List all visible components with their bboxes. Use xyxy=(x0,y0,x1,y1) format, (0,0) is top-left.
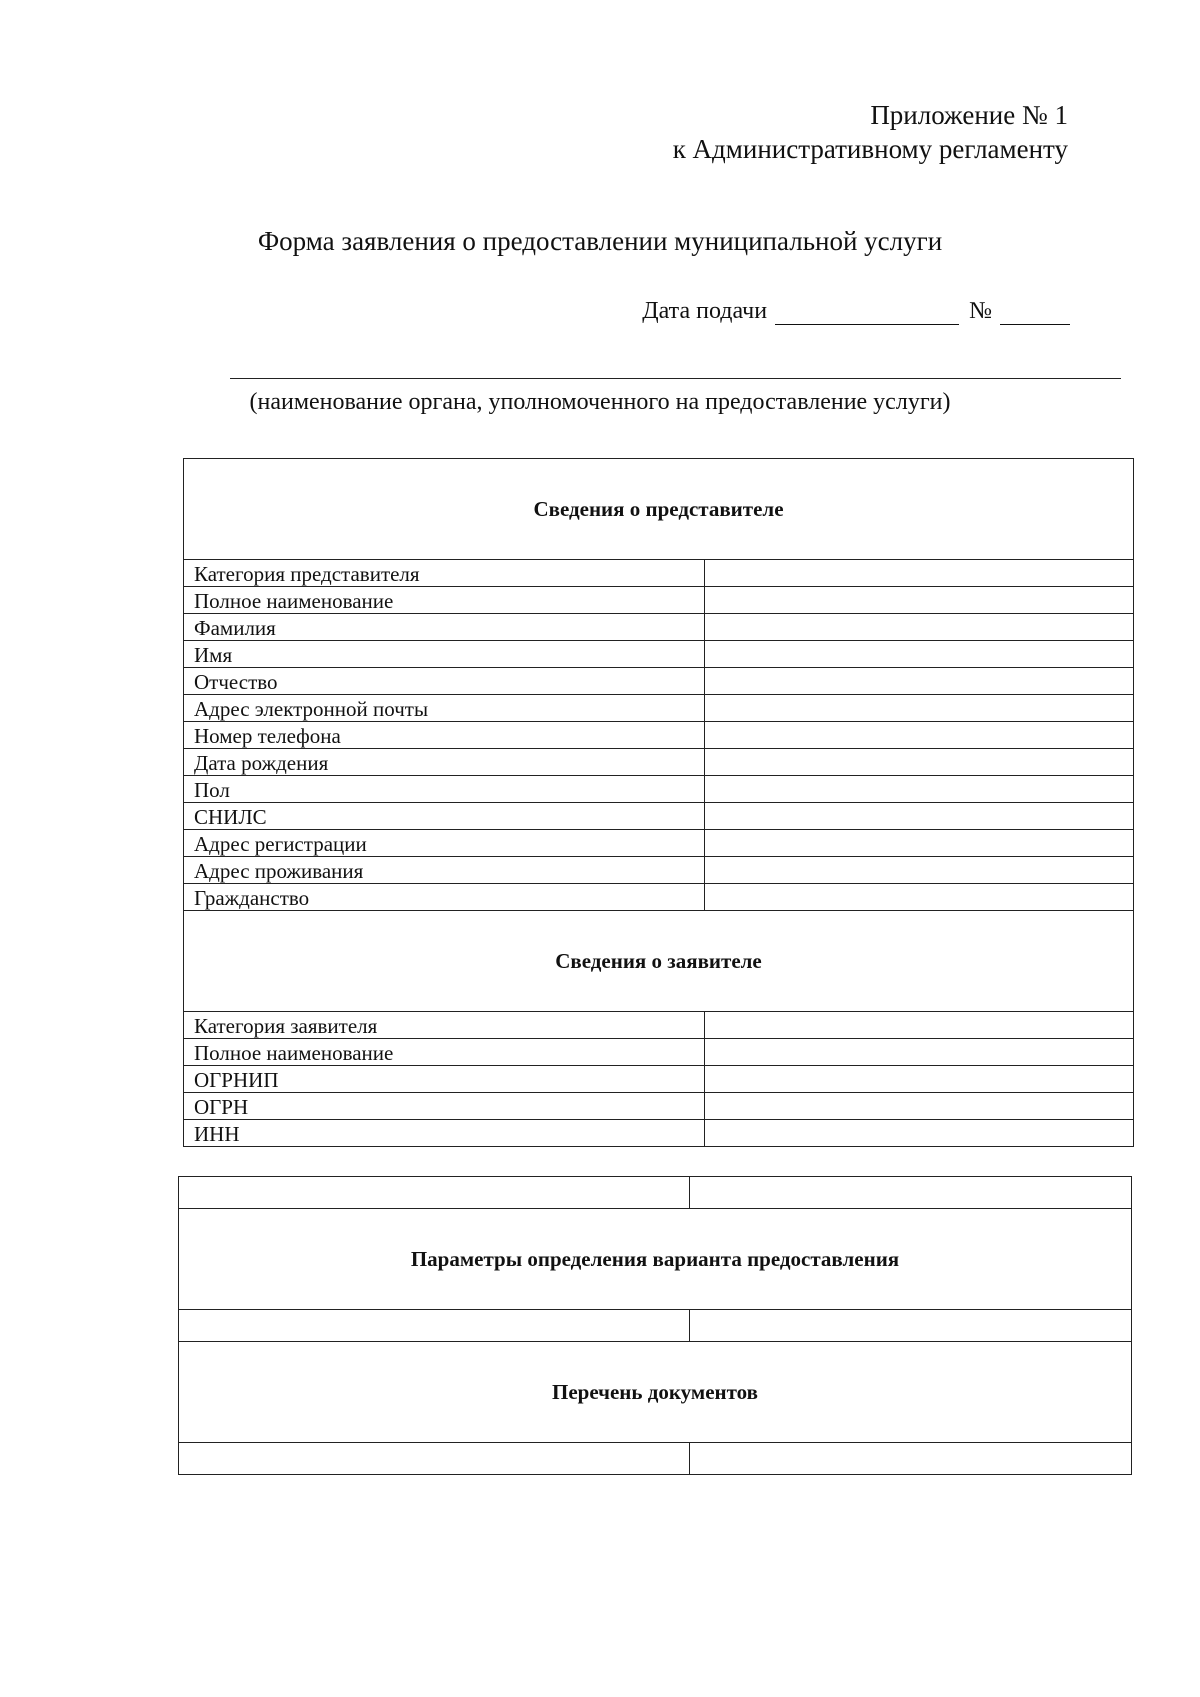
table-row xyxy=(184,722,1134,749)
table-row xyxy=(184,830,1134,857)
submission-block xyxy=(642,298,1070,325)
applicant-field-value[interactable] xyxy=(705,1039,1134,1066)
table-row xyxy=(184,1066,1134,1093)
representative-field-label: Адрес электронной почты xyxy=(184,695,705,722)
representative-field-label: Категория представителя xyxy=(184,560,705,587)
authority-name-field[interactable] xyxy=(230,378,1121,379)
parameters-documents-table xyxy=(178,1176,1132,1475)
table-row xyxy=(184,1120,1134,1147)
parameters-cell-left[interactable] xyxy=(179,1310,690,1342)
representative-field-value[interactable] xyxy=(705,641,1134,668)
table-row xyxy=(184,695,1134,722)
documents-cell-left[interactable] xyxy=(179,1443,690,1475)
applicant-field-value[interactable] xyxy=(705,1093,1134,1120)
submission-number-field[interactable] xyxy=(1000,302,1070,325)
parameters-cell-right[interactable] xyxy=(690,1310,1132,1342)
representative-field-value[interactable] xyxy=(705,776,1134,803)
table-row xyxy=(184,803,1134,830)
applicant-field-label: ОГРН xyxy=(184,1093,705,1120)
representative-field-value[interactable] xyxy=(705,587,1134,614)
applicant-field-label: ИНН xyxy=(184,1120,705,1147)
applicant-field-label: Категория заявителя xyxy=(184,1012,705,1039)
representative-field-label: Дата рождения xyxy=(184,749,705,776)
representative-field-label: СНИЛС xyxy=(184,803,705,830)
applicant-heading: Сведения о заявителе xyxy=(184,911,1134,1012)
representative-field-label: Адрес проживания xyxy=(184,857,705,884)
documents-cell-right[interactable] xyxy=(690,1443,1132,1475)
annex-reference: к Административному регламенту xyxy=(672,134,1068,164)
annex-number: Приложение № 1 xyxy=(870,100,1068,130)
parameters-pre-cell-right[interactable] xyxy=(690,1177,1132,1209)
table-row xyxy=(184,884,1134,911)
table-row xyxy=(184,857,1134,884)
table-row xyxy=(184,1012,1134,1039)
representative-field-label: Пол xyxy=(184,776,705,803)
representative-field-value[interactable] xyxy=(705,614,1134,641)
representative-field-label: Адрес регистрации xyxy=(184,830,705,857)
representative-field-label: Фамилия xyxy=(184,614,705,641)
representative-applicant-table xyxy=(183,458,1134,1147)
representative-field-value[interactable] xyxy=(705,722,1134,749)
representative-field-value[interactable] xyxy=(705,884,1134,911)
documents-heading: Перечень документов xyxy=(179,1342,1132,1443)
representative-field-value[interactable] xyxy=(705,695,1134,722)
representative-heading: Сведения о представителе xyxy=(184,459,1134,560)
representative-field-value[interactable] xyxy=(705,749,1134,776)
authority-caption: (наименование органа, уполномоченного на предоставление услуги) xyxy=(249,389,951,415)
representative-field-value[interactable] xyxy=(705,830,1134,857)
representative-field-value[interactable] xyxy=(705,857,1134,884)
representative-field-value[interactable] xyxy=(705,803,1134,830)
representative-field-label: Гражданство xyxy=(184,884,705,911)
form-title: Форма заявления о предоставлении муниципальной услуги xyxy=(257,226,943,256)
table-row xyxy=(184,1039,1134,1066)
applicant-field-label: ОГРНИП xyxy=(184,1066,705,1093)
applicant-field-label: Полное наименование xyxy=(184,1039,705,1066)
applicant-field-value[interactable] xyxy=(705,1120,1134,1147)
table-row xyxy=(184,641,1134,668)
table-row xyxy=(184,587,1134,614)
table-row xyxy=(184,560,1134,587)
table-row xyxy=(184,776,1134,803)
submission-date-field[interactable] xyxy=(775,302,959,325)
table-row xyxy=(184,1093,1134,1120)
applicant-field-value[interactable] xyxy=(705,1012,1134,1039)
table-row xyxy=(184,668,1134,695)
applicant-field-value[interactable] xyxy=(705,1066,1134,1093)
representative-field-label: Полное наименование xyxy=(184,587,705,614)
representative-field-label: Отчество xyxy=(184,668,705,695)
submission-date-label: Дата подачи xyxy=(642,298,768,324)
table-row xyxy=(184,614,1134,641)
representative-field-value[interactable] xyxy=(705,668,1134,695)
representative-field-label: Номер телефона xyxy=(184,722,705,749)
parameters-heading: Параметры определения варианта предоставления xyxy=(179,1209,1132,1310)
submission-number-label: № xyxy=(969,298,992,324)
representative-field-value[interactable] xyxy=(705,560,1134,587)
parameters-pre-cell-left[interactable] xyxy=(179,1177,690,1209)
representative-field-label: Имя xyxy=(184,641,705,668)
table-row xyxy=(184,749,1134,776)
